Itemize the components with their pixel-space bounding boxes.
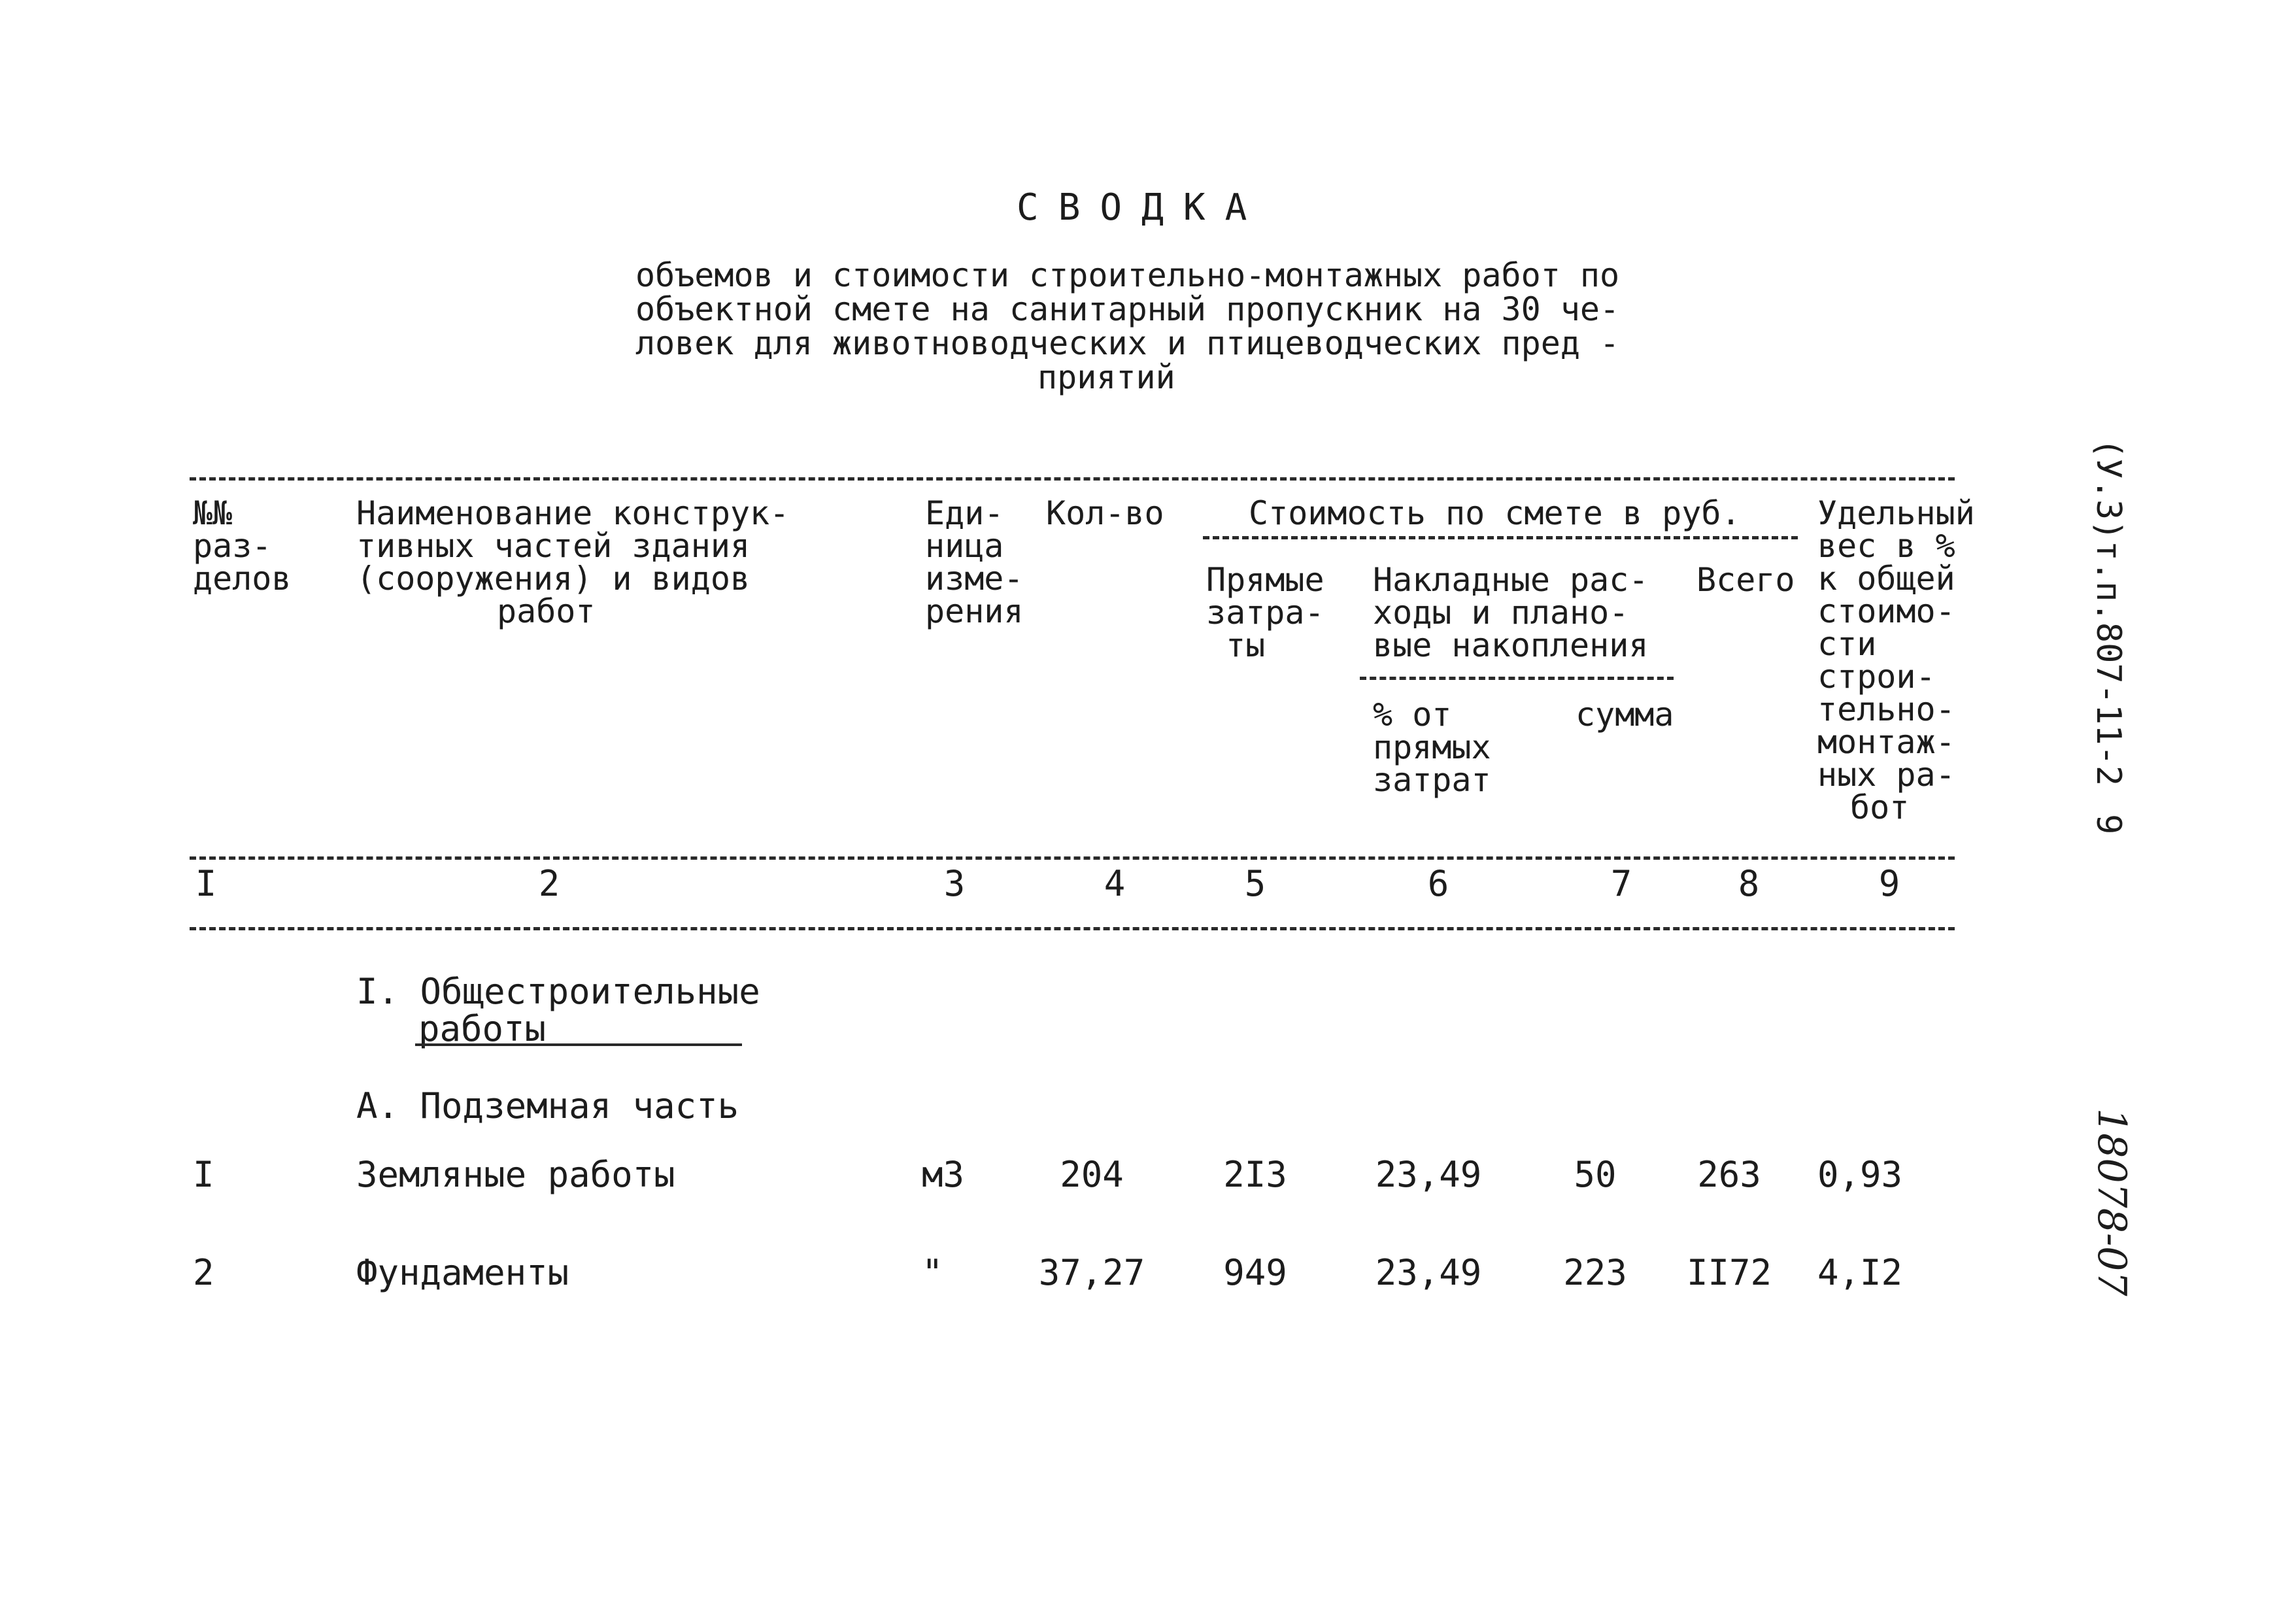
header-text: тельно-: [1817, 690, 1955, 728]
document-subtitle: [635, 258, 1619, 394]
header-text: вес в %: [1817, 527, 1955, 565]
header-text: Прямые: [1206, 561, 1324, 599]
header-text: Кол-во: [1046, 494, 1164, 532]
subtitle-line: объемов и стоимости строительно-монтажных работ по: [635, 256, 1620, 294]
section-title-line: работы: [418, 1008, 547, 1049]
row-name: Земляные работы: [356, 1154, 675, 1195]
overhead-group-rule: [1360, 677, 1674, 680]
row-direct-costs: 949: [1223, 1252, 1287, 1293]
column-number: 7: [1610, 863, 1632, 904]
column-number: 3: [943, 863, 966, 904]
row-percent: 23,49: [1375, 1252, 1482, 1293]
row-total: II72: [1686, 1252, 1772, 1293]
header-text: вые накопления: [1373, 626, 1649, 664]
header-item-name: [356, 494, 790, 630]
margin-page-number: 9: [2089, 814, 2128, 835]
row-percent: 23,49: [1375, 1154, 1482, 1195]
header-text: затрат: [1373, 761, 1491, 799]
column-number: 4: [1104, 863, 1126, 904]
header-section-number: [193, 494, 292, 598]
row-sum: 223: [1563, 1252, 1627, 1293]
header-text: сумма: [1576, 696, 1674, 734]
header-text: ходы и плано-: [1373, 594, 1629, 632]
header-text: сти: [1817, 625, 1877, 663]
header-text: №№: [193, 494, 233, 532]
header-total: [1696, 561, 1795, 599]
header-text: строи-: [1817, 658, 1936, 696]
header-direct-costs: [1206, 561, 1324, 664]
header-weight-percent: [1817, 494, 1975, 826]
column-number: I: [195, 863, 217, 904]
row-number: I: [193, 1154, 214, 1195]
row-unit: ": [922, 1252, 943, 1293]
header-text: ница: [925, 527, 1004, 565]
header-text: к общей: [1817, 560, 1955, 598]
header-text: бот: [1850, 788, 1910, 826]
row-quantity: 204: [1060, 1154, 1124, 1195]
header-text: ных ра-: [1817, 756, 1955, 794]
section-title-underline: [415, 1043, 742, 1046]
column-number: 2: [538, 863, 560, 904]
subtitle-line: объектной смете на санитарный пропускник на 30 че-: [635, 290, 1620, 328]
header-overhead-group: [1373, 561, 1649, 664]
column-number: 8: [1738, 863, 1760, 904]
row-quantity: 37,27: [1038, 1252, 1145, 1293]
row-weight: 0,93: [1817, 1154, 1903, 1195]
margin-handwritten-number: 18078-07: [2089, 1108, 2134, 1296]
header-text: тивных частей здания: [356, 527, 751, 565]
header-text: % от: [1373, 696, 1452, 734]
header-cost-group: Стоимость по смете в руб.: [1249, 494, 1741, 532]
header-sum: [1576, 696, 1674, 734]
header-unit: [925, 494, 1024, 630]
row-weight: 4,I2: [1817, 1252, 1903, 1293]
section-title-line: I. Общестроительные: [356, 971, 760, 1012]
header-text: ты: [1226, 626, 1266, 664]
row-direct-costs: 2I3: [1223, 1154, 1287, 1195]
header-text: прямых: [1373, 728, 1491, 766]
header-text: стоимо-: [1817, 592, 1955, 630]
header-text: рения: [925, 592, 1024, 630]
column-number: 9: [1878, 863, 1900, 904]
row-name: Фундаменты: [356, 1252, 569, 1293]
header-bottom-rule: [190, 856, 1955, 860]
row-unit: м3: [922, 1154, 965, 1195]
header-text: делов: [193, 560, 292, 598]
row-total: 263: [1697, 1154, 1761, 1195]
header-text: (сооружения) и видов: [356, 560, 751, 598]
subtitle-line: приятий: [1037, 358, 1175, 396]
table-top-rule: [190, 477, 1955, 481]
header-text: Всего: [1696, 561, 1795, 599]
header-text: работ: [497, 592, 596, 630]
header-text: раз-: [193, 527, 272, 565]
subtitle-line: ловек для животноводческих и птицеводческих пред -: [635, 324, 1620, 362]
margin-document-code: (У.3)т.п.807-11-2: [2089, 438, 2128, 787]
column-numbers-rule: [190, 927, 1955, 930]
cost-group-rule: [1203, 536, 1798, 539]
header-text: изме-: [925, 560, 1024, 598]
header-text: затра-: [1206, 594, 1324, 632]
row-sum: 50: [1574, 1154, 1617, 1195]
section-title: [356, 971, 760, 1049]
header-text: Наименование конструк-: [356, 494, 790, 532]
header-text: Еди-: [925, 494, 1004, 532]
header-text: монтаж-: [1817, 723, 1955, 761]
header-text: Накладные рас-: [1373, 561, 1649, 599]
subsection-title: А. Подземная часть: [356, 1085, 739, 1126]
header-percent-direct: [1373, 696, 1491, 799]
row-number: 2: [193, 1252, 214, 1293]
document-title: СВОДКА: [1017, 186, 1267, 229]
column-number: 6: [1427, 863, 1449, 904]
column-number: 5: [1244, 863, 1266, 904]
header-quantity: [1046, 494, 1164, 532]
header-text: Удельный: [1817, 494, 1975, 532]
